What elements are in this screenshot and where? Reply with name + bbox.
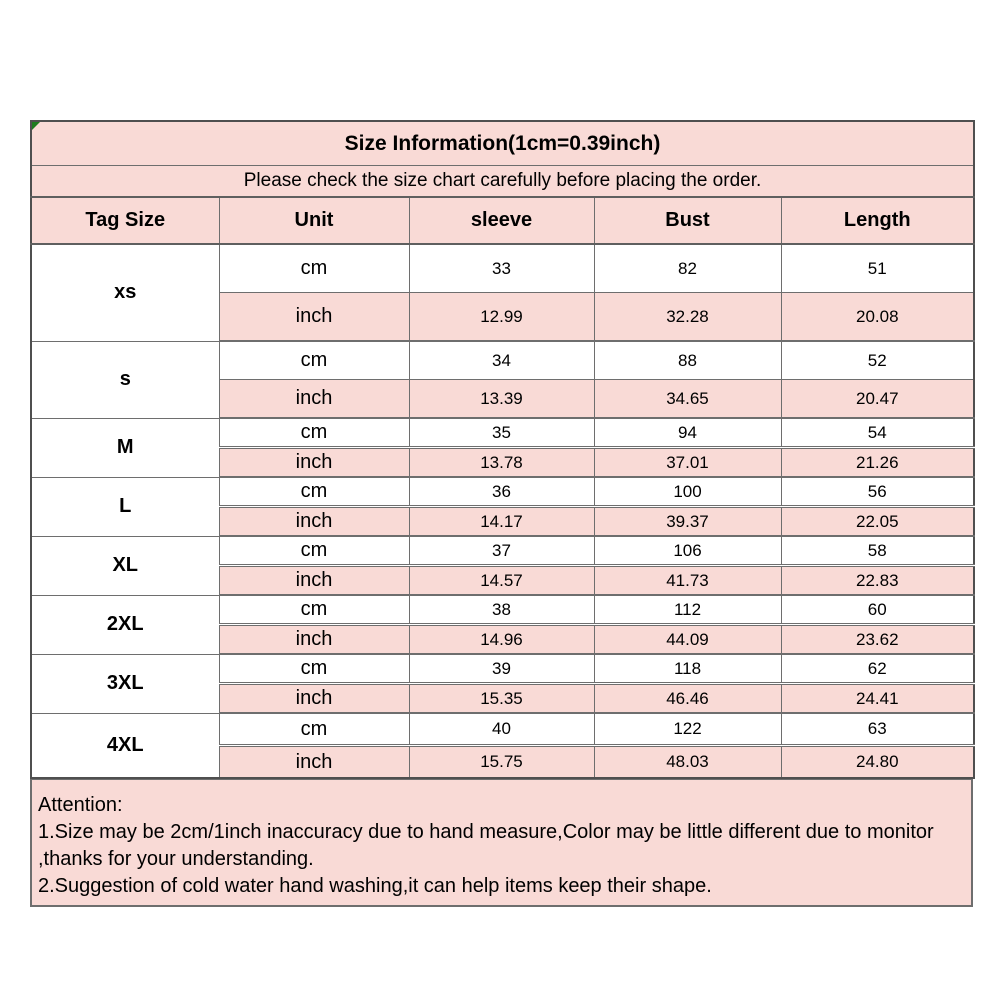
size-label-l: L (31, 477, 219, 536)
value-cell: 21.26 (781, 448, 974, 478)
unit-cell: cm (219, 341, 409, 380)
unit-cell: cm (219, 244, 409, 293)
value-cell: 58 (781, 536, 974, 566)
value-cell: 13.78 (409, 448, 594, 478)
unit-cell: inch (219, 507, 409, 537)
table-row (31, 341, 974, 380)
value-cell: 52 (781, 341, 974, 380)
col-header-tag-size: Tag Size (31, 197, 219, 244)
unit-cell: inch (219, 293, 409, 342)
value-cell: 112 (594, 595, 781, 625)
col-header-sleeve: sleeve (409, 197, 594, 244)
value-cell: 51 (781, 244, 974, 293)
attention-note (30, 779, 973, 907)
value-cell: 14.96 (409, 625, 594, 655)
unit-cell: cm (219, 418, 409, 448)
table-row (31, 595, 974, 625)
col-header-unit: Unit (219, 197, 409, 244)
unit-cell: inch (219, 566, 409, 596)
unit-cell: cm (219, 654, 409, 684)
unit-cell: cm (219, 595, 409, 625)
size-table (30, 120, 975, 779)
value-cell: 23.62 (781, 625, 974, 655)
unit-cell: inch (219, 746, 409, 779)
value-cell: 63 (781, 713, 974, 746)
unit-cell: inch (219, 625, 409, 655)
value-cell: 38 (409, 595, 594, 625)
attention-line-3: 2.Suggestion of cold water hand washing,it can help items keep their shape. (38, 875, 712, 897)
value-cell: 34 (409, 341, 594, 380)
table-row (31, 418, 974, 448)
col-header-bust: Bust (594, 197, 781, 244)
value-cell: 14.57 (409, 566, 594, 596)
value-cell: 41.73 (594, 566, 781, 596)
attention-line-2: ,thanks for your understanding. (38, 848, 314, 870)
value-cell: 33 (409, 244, 594, 293)
value-cell: 37.01 (594, 448, 781, 478)
value-cell: 14.17 (409, 507, 594, 537)
value-cell: 22.05 (781, 507, 974, 537)
value-cell: 36 (409, 477, 594, 507)
value-cell: 88 (594, 341, 781, 380)
value-cell: 34.65 (594, 380, 781, 419)
table-row (31, 477, 974, 507)
size-label-xl: XL (31, 536, 219, 595)
value-cell: 32.28 (594, 293, 781, 342)
unit-cell: inch (219, 684, 409, 714)
unit-cell: inch (219, 380, 409, 419)
value-cell: 13.39 (409, 380, 594, 419)
table-subtitle: Please check the size chart carefully before placing the order. (31, 166, 974, 198)
value-cell: 37 (409, 536, 594, 566)
value-cell: 56 (781, 477, 974, 507)
unit-cell: cm (219, 713, 409, 746)
size-chart-sheet (30, 120, 973, 907)
size-label-m: M (31, 418, 219, 477)
value-cell: 54 (781, 418, 974, 448)
table-row (31, 536, 974, 566)
value-cell: 60 (781, 595, 974, 625)
spreadsheet-corner-marker-icon (32, 122, 40, 130)
value-cell: 35 (409, 418, 594, 448)
value-cell: 44.09 (594, 625, 781, 655)
value-cell: 20.08 (781, 293, 974, 342)
value-cell: 24.80 (781, 746, 974, 779)
table-row (31, 713, 974, 746)
value-cell: 22.83 (781, 566, 974, 596)
unit-cell: inch (219, 448, 409, 478)
table-row (31, 654, 974, 684)
size-label-xs: xs (31, 244, 219, 341)
value-cell: 106 (594, 536, 781, 566)
size-label-3xl: 3XL (31, 654, 219, 713)
value-cell: 122 (594, 713, 781, 746)
value-cell: 15.35 (409, 684, 594, 714)
value-cell: 20.47 (781, 380, 974, 419)
attention-heading: Attention: (38, 794, 123, 816)
table-row (31, 244, 974, 293)
size-label-s: s (31, 341, 219, 418)
value-cell: 39.37 (594, 507, 781, 537)
value-cell: 100 (594, 477, 781, 507)
value-cell: 40 (409, 713, 594, 746)
unit-cell: cm (219, 477, 409, 507)
attention-line-1: 1.Size may be 2cm/1inch inaccuracy due to hand measure,Color may be little different due to monitor (38, 821, 934, 843)
value-cell: 62 (781, 654, 974, 684)
table-title: Size Information(1cm=0.39inch) (31, 121, 974, 166)
value-cell: 12.99 (409, 293, 594, 342)
value-cell: 46.46 (594, 684, 781, 714)
value-cell: 24.41 (781, 684, 974, 714)
unit-cell: cm (219, 536, 409, 566)
size-label-2xl: 2XL (31, 595, 219, 654)
value-cell: 82 (594, 244, 781, 293)
value-cell: 15.75 (409, 746, 594, 779)
value-cell: 48.03 (594, 746, 781, 779)
col-header-length: Length (781, 197, 974, 244)
value-cell: 39 (409, 654, 594, 684)
value-cell: 118 (594, 654, 781, 684)
size-label-4xl: 4XL (31, 713, 219, 778)
value-cell: 94 (594, 418, 781, 448)
